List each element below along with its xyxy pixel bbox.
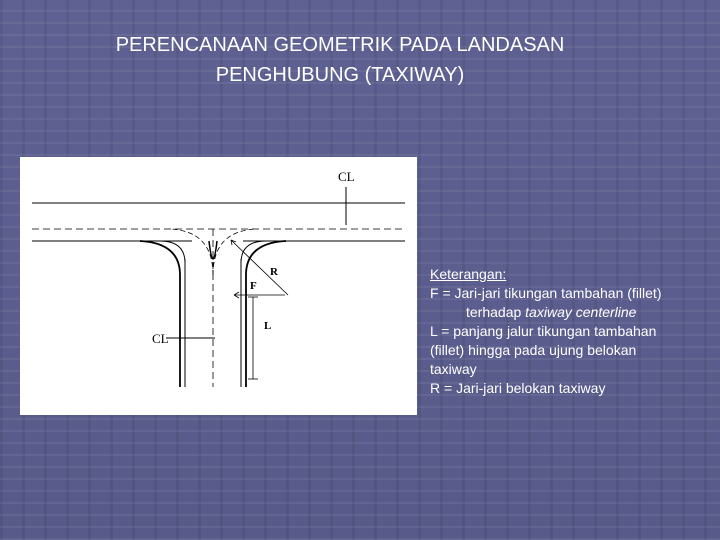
- legend-heading: Keterangan:: [430, 266, 507, 282]
- legend-f-line2-italic: taxiway centerline: [525, 304, 637, 320]
- fillet-right-inner: [246, 241, 286, 387]
- taxiway-fillet-diagram: [20, 157, 417, 415]
- legend-f-line2-prefix: terhadap: [466, 304, 526, 320]
- legend-f-line1: F = Jari-jari tikungan tambahan (fillet): [430, 285, 662, 301]
- fillet-right-outer: [241, 241, 266, 387]
- fillet-left-outer: [160, 241, 185, 387]
- legend-l-line2: (fillet) hingga pada ujung belokan: [430, 342, 637, 358]
- fillet-left-inner: [140, 241, 180, 387]
- legend-f-line2: [430, 303, 710, 322]
- label-f: F: [250, 280, 257, 292]
- diagram-canvas: [20, 157, 417, 415]
- label-r: R: [270, 266, 278, 278]
- legend-l-line3: taxiway: [430, 361, 477, 377]
- title-line-2: PENGHUBUNG (TAXIWAY): [215, 64, 465, 86]
- centerline-curve-right: [213, 229, 256, 275]
- centerline-symbol-left: CL: [152, 331, 169, 346]
- legend-l-line1: L = panjang jalur tikungan tambahan: [430, 323, 657, 339]
- legend-text: [430, 265, 710, 398]
- title-line-1: PERENCANAAN GEOMETRIK PADA LANDASAN: [115, 34, 565, 56]
- centerline-curve-left: [170, 229, 213, 275]
- legend-r-line: R = Jari-jari belokan taxiway: [430, 380, 606, 396]
- label-l: L: [264, 320, 272, 332]
- centerline-symbol-top: CL: [338, 169, 355, 184]
- slide-title: [40, 30, 640, 90]
